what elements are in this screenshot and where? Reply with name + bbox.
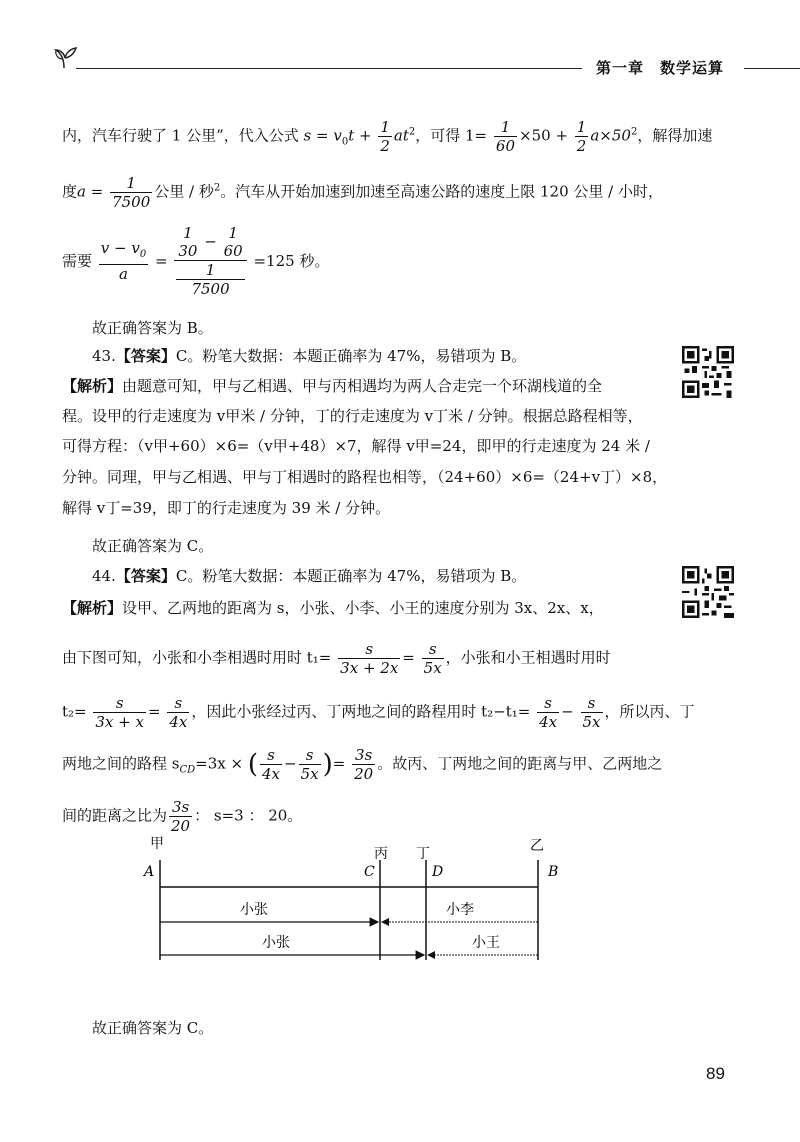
fraction-one-thirtieth: 1 30 (178, 224, 198, 260)
q44-analysis-line-2: 由下图可知，小张和小李相遇时用时 t₁= $\frac{s}{3x + 2x}$ = $\frac{s}{5x}$ ，小张和小王相遇时用时 (62, 640, 611, 677)
fraction-s-over-3x-2x: $\frac{s}{3x + 2x}$ (340, 640, 399, 677)
fraction-s-over-5x-c: $\frac{s}{5x}$ (300, 746, 319, 783)
place-bing: 丙 (374, 846, 388, 862)
point-d: D (432, 864, 444, 880)
place-yi: 乙 (530, 838, 544, 854)
qr-code-icon[interactable] (682, 346, 734, 398)
q43-analysis-line-3: 可得方程：（v甲+60）×6=（v甲+48）×7，解得 v甲=24，即甲的行走速度为 24 米 / (62, 437, 650, 455)
q43-analysis-line-1: 【解析】由题意可知，甲与乙相遇、甲与丙相遇均为两人合走完一个环湖栈道的全 (62, 377, 603, 395)
q44-analysis-line-5: 间的距离之比为 $\frac{3s}{20}$ ： s=3 ： 20。 (62, 798, 303, 835)
q43-answer-line: 43.【答案】C。粉笔大数据：本题正确率为 47%，易错项为 B。 (92, 347, 527, 365)
chapter-title: 第一章 数学运算 (596, 59, 725, 77)
label-xiaoli: 小李 (446, 902, 474, 918)
fraction-half: $\frac{1}{2}$ (380, 118, 390, 155)
fraction-3s-over-20-b: $\frac{3s}{20}$ (171, 798, 191, 835)
q44-analysis-line-1: 【解析】设甲、乙两地的距离为 s，小张、小李、小王的速度分别为 3x、2x、x， (62, 599, 604, 617)
fraction-one-sixtieth: $\frac{1}{60}$ (495, 118, 516, 155)
page-number: 89 (706, 1064, 725, 1083)
fraction-one-7500: $\frac{1}{7500}$ (112, 174, 151, 211)
q43-analysis-line-4: 分钟。同理，甲与乙相遇、甲与丁相遇时的路程也相等，（24+60）×6=（24+v丁）×8， (62, 468, 668, 486)
header-rule (76, 68, 582, 69)
point-b: B (548, 864, 559, 880)
q43-final-answer: 故正确答案为 C。 (92, 537, 214, 555)
q44-analysis-line-4: 两地之间的路程 $s_{CD}=3x$ × ( $\frac{s}{4x}$ − $\frac{s}{5x}$ )= $\frac{3s}{20}$ 。故丙、丁两地之间的距离与甲、乙两地之 (62, 746, 663, 783)
fraction-s-over-3x-x: $\frac{s}{3x + x}$ (95, 694, 144, 731)
q43-analysis-line-2: 程。设甲的行走速度为 v甲米 / 分钟，丁的行走速度为 v丁米 / 分钟。根据总路程相等， (62, 407, 643, 425)
fraction-v-over-a: $\frac{v - v_0}{a}$ (100, 239, 147, 283)
fraction-one-7500-inner: 1 7500 (174, 261, 246, 298)
place-ding: 丁 (416, 846, 430, 862)
fraction-s-over-4x-c: $\frac{s}{4x}$ (262, 746, 281, 783)
paragraph-formula-line: 内，汽车行驶了 1 公里”，代入公式 $s = v_0t$ + $\frac{1}{2}$ $at^2$，可得 1= $\frac{1}{60}$ ×50 + $\frac{1}{2}$ $a\times 50^2$，解得加速 (62, 118, 713, 155)
label-xiaozhang-1: 小张 (240, 902, 268, 918)
fraction-half-2: $\frac{1}{2}$ (576, 118, 587, 155)
fraction-s-over-5x: $\frac{s}{5x}$ (423, 640, 442, 677)
point-c: C (364, 864, 375, 880)
fraction-s-over-4x-b: $\frac{s}{4x}$ (539, 694, 558, 731)
paragraph-acceleration: 度a = $\frac{1}{7500}$ 公里 / 秒$^2$。汽车从开始加速到加速至高速公路的速度上限 120 公里 / 小时， (62, 174, 663, 211)
q43-analysis-line-5: 解得 v丁=39，即丁的行走速度为 39 米 / 分钟。 (62, 499, 391, 517)
paragraph-time-needed: 需要 $\frac{v - v_0}{a}$ = 1 30 − 1 60 1 7500 =125 秒。 (62, 224, 330, 298)
meeting-diagram (0, 830, 800, 980)
q44-analysis-line-3: t₂= $\frac{s}{3x + x}$ = $\frac{s}{4x}$ ，因此小张经过丙、丁两地之间的路程用时 t₂−t₁= $\frac{s}{4x}$ − $\frac{s}{5x}$ ，所以丙、丁 (62, 694, 695, 731)
fraction-one-sixtieth-inner: 1 60 (223, 224, 243, 260)
compound-fraction: 1 30 − 1 60 1 7500 (174, 224, 246, 298)
fraction-3s-over-20: $\frac{3s}{20}$ (354, 746, 374, 783)
label-xiaowang: 小王 (472, 935, 500, 951)
header-rule-right (744, 68, 800, 69)
q44-final-answer: 故正确答案为 C。 (92, 1019, 214, 1037)
label-xiaozhang-2: 小张 (262, 935, 290, 951)
place-jia: 甲 (150, 836, 164, 852)
q44-answer-line: 44.【答案】C。粉笔大数据：本题正确率为 47%，易错项为 B。 (92, 567, 527, 585)
fraction-s-over-5x-b: $\frac{s}{5x}$ (582, 694, 601, 731)
point-a: A (144, 864, 155, 880)
answer-42: 故正确答案为 B。 (92, 319, 213, 337)
fraction-s-over-4x: $\frac{s}{4x}$ (169, 694, 188, 731)
qr-code-icon[interactable] (682, 566, 734, 618)
